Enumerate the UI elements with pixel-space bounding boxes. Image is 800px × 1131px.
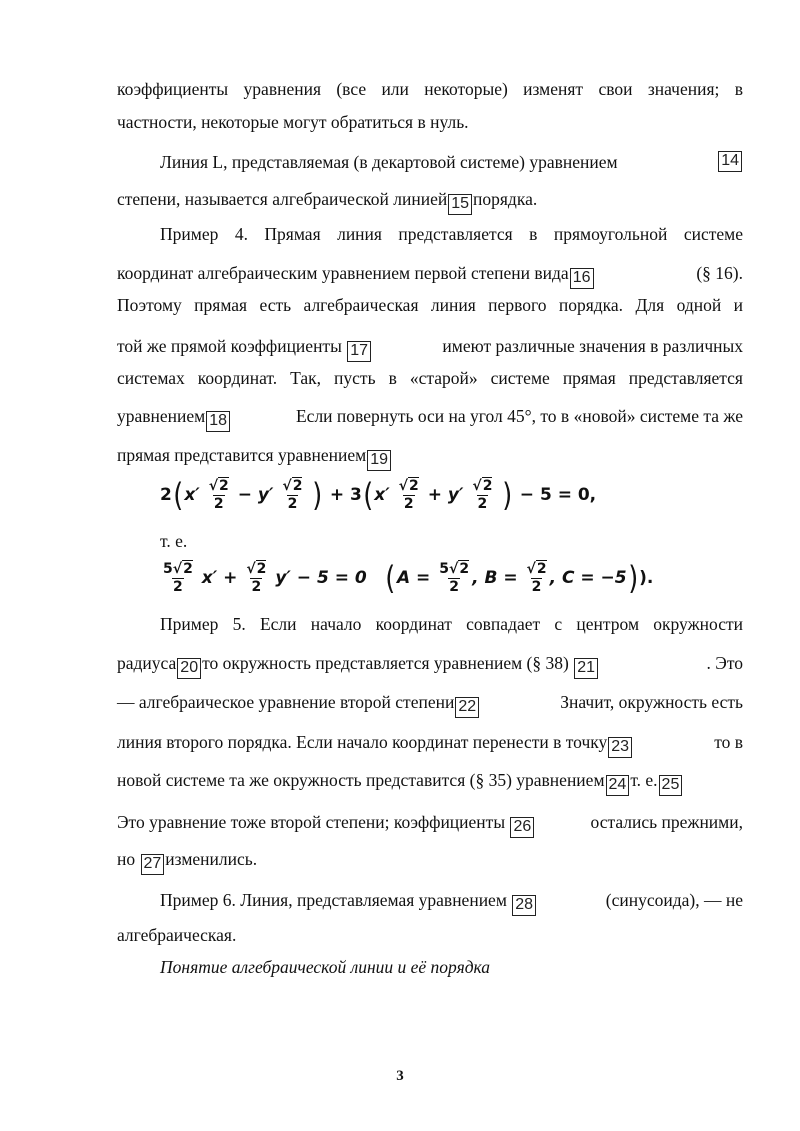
answer-box-18[interactable]: 18 — [206, 411, 230, 432]
new-line-equation: $\frac{5√2}{2}$ x′ + $\frac{√2}{2}$ y′ − 5 = 0 (A = $\frac{5√2}{2}$ , B = $\frac{√2}{2}$ , C = −5)). — [163, 559, 654, 597]
paragraph-line: новой системе та же окружность представится (§ 35) уравнением 24 т. е. 25 — [117, 769, 743, 796]
paragraph-text: Значит, окружность есть — [560, 692, 743, 712]
answer-box-16[interactable]: 16 — [570, 268, 594, 289]
paragraph-text: координат алгебраическим уравнением первой степени вида 16 — [117, 262, 595, 289]
paragraph-line: частности, некоторые могут обратиться в нуль. — [117, 112, 469, 132]
paragraph-line: алгебраическая. — [117, 925, 237, 945]
answer-box-22[interactable]: 22 — [455, 697, 479, 718]
paragraph-line: коэффициенты уравнения (все или некоторые) изменят свои значения; в — [117, 79, 743, 99]
paragraph-line — [117, 444, 743, 471]
paragraph-line — [117, 262, 743, 289]
answer-box-14[interactable]: 14 — [718, 151, 742, 172]
paragraph-text: (§ 16). — [696, 263, 743, 283]
answer-box-24[interactable]: 24 — [606, 775, 630, 796]
paragraph-text: Это уравнение тоже второй степени; коэффициенты 26 — [117, 811, 535, 838]
paragraph-line — [117, 335, 743, 362]
paragraph-text: . Это — [706, 653, 743, 673]
paragraph-text: той же прямой коэффициенты 17 — [117, 335, 372, 362]
paragraph-line — [117, 691, 743, 718]
paragraph-line: Поэтому прямая есть алгебраическая линия первого порядка. Для одной и — [117, 295, 743, 315]
answer-box-23[interactable]: 23 — [608, 737, 632, 758]
paragraph-line: Пример 4. Прямая линия представляется в прямоугольной системе — [160, 224, 743, 244]
paragraph-text: имеют различные значения в различных — [442, 336, 743, 356]
paragraph-text: — алгебраическое уравнение второй степени 22 — [117, 691, 480, 718]
paragraph-text: то в — [714, 732, 743, 752]
section-heading: Понятие алгебраической линии и её порядка — [160, 957, 491, 977]
paragraph-line: т. е. — [160, 531, 188, 551]
answer-box-27[interactable]: 27 — [141, 854, 165, 875]
answer-box-25[interactable]: 25 — [659, 775, 683, 796]
answer-box-17[interactable]: 17 — [347, 341, 371, 362]
answer-box-28[interactable]: 28 — [512, 895, 536, 916]
paragraph-line — [117, 188, 743, 215]
paragraph-text: Пример 6. Линия, представляемая уравнением 28 — [160, 889, 537, 916]
paragraph-line: системах координат. Так, пусть в «старой» системе прямая представляется — [117, 368, 743, 388]
paragraph-line: Пример 5. Если начало координат совпадает с центром окружности — [160, 614, 743, 634]
paragraph-text: остались прежними, — [590, 812, 743, 832]
answer-box-26[interactable]: 26 — [510, 817, 534, 838]
paragraph-text: (синусоида), — не — [605, 890, 743, 910]
paragraph-line — [117, 731, 743, 758]
paragraph-line: но 27 изменились. — [117, 848, 743, 875]
paragraph-line — [160, 151, 743, 173]
paragraph-text: радиуса 20 то окружность представляется уравнением (§ 38) 21 — [117, 652, 599, 679]
answer-box-19[interactable]: 19 — [367, 450, 391, 471]
paragraph-line — [117, 652, 743, 679]
paragraph-text: Если повернуть оси на угол 45°, то в «новой» системе та же — [295, 406, 743, 426]
page-number: 3 — [396, 1068, 404, 1084]
paragraph-text: прямая представится уравнением — [117, 445, 367, 465]
paragraph-line — [117, 811, 743, 838]
paragraph-text: порядка. — [473, 189, 538, 209]
paragraph-text: степени, называется алгебраической линией — [117, 189, 448, 209]
paragraph-text: Линия L, представляемая (в декартовой системе) уравнением — [160, 152, 618, 172]
answer-box-15[interactable]: 15 — [448, 194, 472, 215]
paragraph-text: линия второго порядка. Если начало координат перенести в точку 23 — [117, 731, 633, 758]
answer-box-20[interactable]: 20 — [177, 658, 201, 679]
paragraph-text: уравнением 18 — [117, 405, 231, 432]
paragraph-line — [160, 889, 743, 916]
answer-box-21[interactable]: 21 — [574, 658, 598, 679]
rotated-line-equation: 2(x′ $\frac{√2}{2}$ − y′ $\frac{√2}{2}$ ) + 3(x′ $\frac{√2}{2}$ + y′ $\frac{√2}{2}$ ) − 5 = 0, — [160, 476, 597, 514]
paragraph-line — [117, 405, 743, 432]
